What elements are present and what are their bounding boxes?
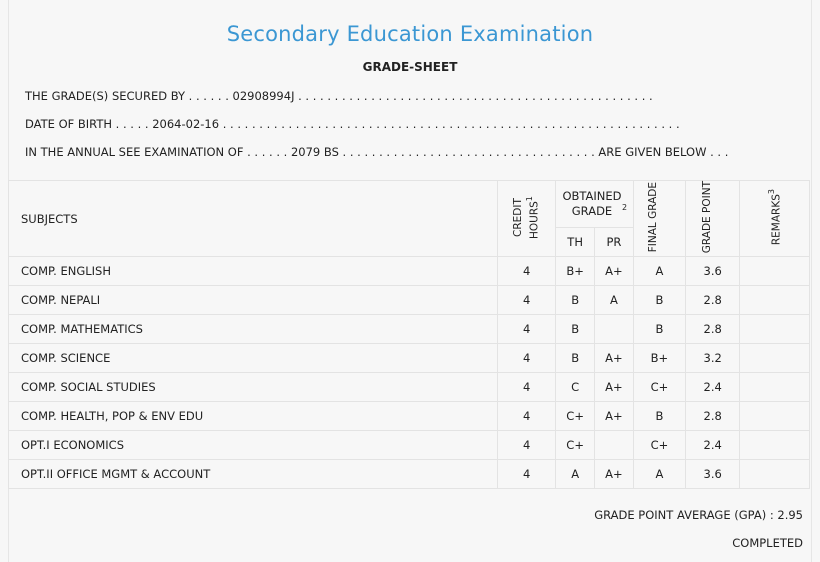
subject-cell: COMP. SOCIAL STUDIES — [9, 373, 498, 402]
subject-cell: COMP. ENGLISH — [9, 257, 498, 286]
grade-point-cell: 2.8 — [686, 315, 740, 344]
remarks-header: REMARKS$^3$ — [740, 181, 810, 257]
pr-grade-cell: A+ — [595, 402, 634, 431]
remarks-cell — [740, 373, 810, 402]
subject-cell: COMP. NEPALI — [9, 286, 498, 315]
credit-hours-header: CREDIT HOURS$^1$ — [498, 181, 556, 257]
final-grade-cell: A — [633, 460, 685, 489]
credit-cell: 4 — [498, 315, 556, 344]
th-grade-cell: C — [556, 373, 595, 402]
pr-grade-cell: A — [595, 286, 634, 315]
th-header: TH — [556, 228, 595, 257]
grade-point-cell: 2.8 — [686, 402, 740, 431]
grades-table — [8, 180, 810, 489]
credit-cell: 4 — [498, 460, 556, 489]
pr-grade-cell: A+ — [595, 344, 634, 373]
pr-grade-cell: A+ — [595, 460, 634, 489]
final-grade-cell: B — [633, 315, 685, 344]
credit-cell: 4 — [498, 286, 556, 315]
remarks-cell — [740, 460, 810, 489]
grade-point-cell: 2.8 — [686, 286, 740, 315]
page-subtitle: GRADE-SHEET — [362, 60, 458, 74]
result-status: COMPLETED — [732, 536, 803, 550]
th-grade-cell: B — [556, 344, 595, 373]
th-grade-cell: C+ — [556, 402, 595, 431]
pr-grade-cell: A+ — [595, 257, 634, 286]
th-grade-cell: A — [556, 460, 595, 489]
pr-grade-cell — [595, 431, 634, 460]
subject-cell: OPT.I ECONOMICS — [9, 431, 498, 460]
date-of-birth-line: DATE OF BIRTH . . . . . 2064-02-16 . . . . . . . . . . . . . . . . . . . . . . . . . . . . . . . . . . . . . . . . . . . . . . . . . . . . . . . . . . . . . . . — [25, 117, 680, 131]
subject-cell: COMP. SCIENCE — [9, 344, 498, 373]
final-grade-cell: C+ — [633, 431, 685, 460]
th-grade-cell: B — [556, 315, 595, 344]
obtained-grade-header: OBTAINED GRADE $^2$ — [556, 181, 634, 228]
credit-cell: 4 — [498, 344, 556, 373]
remarks-cell — [740, 402, 810, 431]
remarks-cell — [740, 286, 810, 315]
th-grade-cell: C+ — [556, 431, 595, 460]
grade-point-cell: 3.2 — [686, 344, 740, 373]
table-row — [9, 315, 810, 344]
subject-cell: COMP. MATHEMATICS — [9, 315, 498, 344]
table-row — [9, 373, 810, 402]
pr-grade-cell — [595, 315, 634, 344]
subject-cell: OPT.II OFFICE MGMT & ACCOUNT — [9, 460, 498, 489]
secured-by-line: THE GRADE(S) SECURED BY . . . . . . 02908994J . . . . . . . . . . . . . . . . . . . . . . . . . . . . . . . . . . . . . . . . . . . . . . . . . — [25, 89, 653, 103]
th-grade-cell: B — [556, 286, 595, 315]
grade-point-cell: 3.6 — [686, 460, 740, 489]
subjects-header: SUBJECTS — [9, 181, 498, 257]
final-grade-cell: B — [633, 286, 685, 315]
remarks-cell — [740, 431, 810, 460]
remarks-cell — [740, 344, 810, 373]
grade-point-header: GRADE POINT — [686, 181, 740, 257]
exam-line: IN THE ANNUAL SEE EXAMINATION OF . . . . . . 2079 BS . . . . . . . . . . . . . . . . . . . . . . . . . . . . . . . . . . . ARE GIVEN BELOW . . . — [25, 145, 729, 159]
table-row — [9, 344, 810, 373]
table-row — [9, 431, 810, 460]
pr-header: PR — [595, 228, 634, 257]
credit-cell: 4 — [498, 257, 556, 286]
page-title: Secondary Education Examination — [226, 22, 594, 46]
grade-point-cell: 3.6 — [686, 257, 740, 286]
th-grade-cell: B+ — [556, 257, 595, 286]
credit-cell: 4 — [498, 402, 556, 431]
grade-point-cell: 2.4 — [686, 373, 740, 402]
table-row — [9, 257, 810, 286]
remarks-cell — [740, 257, 810, 286]
subject-cell: COMP. HEALTH, POP & ENV EDU — [9, 402, 498, 431]
remarks-cell — [740, 315, 810, 344]
table-row — [9, 460, 810, 489]
gpa-summary: GRADE POINT AVERAGE (GPA) : 2.95 — [594, 508, 803, 522]
credit-cell: 4 — [498, 431, 556, 460]
final-grade-cell: B — [633, 402, 685, 431]
table-row — [9, 402, 810, 431]
final-grade-cell: A — [633, 257, 685, 286]
credit-cell: 4 — [498, 373, 556, 402]
final-grade-header: FINAL GRADE — [633, 181, 685, 257]
final-grade-cell: B+ — [633, 344, 685, 373]
table-row — [9, 286, 810, 315]
final-grade-cell: C+ — [633, 373, 685, 402]
grade-point-cell: 2.4 — [686, 431, 740, 460]
pr-grade-cell: A+ — [595, 373, 634, 402]
